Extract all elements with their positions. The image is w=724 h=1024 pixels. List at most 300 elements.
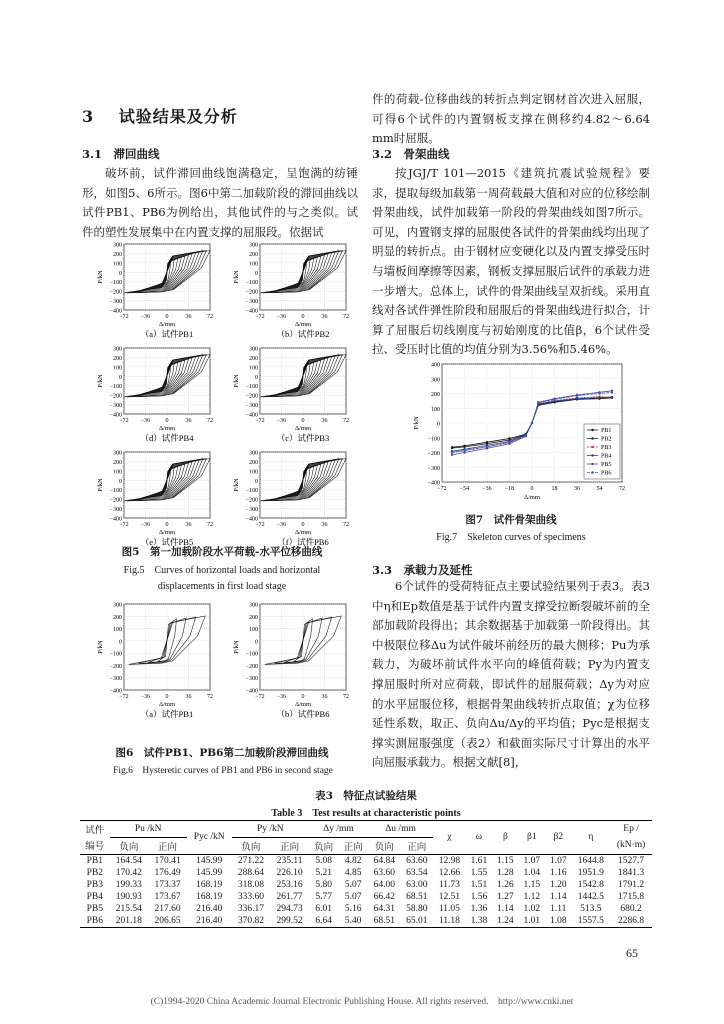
table-cell-eta: 1442.5 bbox=[577, 891, 604, 902]
paragraph-3-1: 破坏前，试件滞回曲线饱满稳定，呈饱满的纺锤形，如图5、6所示。图6中第二加载阶段的滞回曲线以试件PB1、PB6为例给出，其他试件的与之类似。试件的塑性发展集中在内置支撑的屈服段。依据试 bbox=[82, 166, 358, 239]
th-specimen: 试件 bbox=[85, 826, 105, 836]
x-tick-label: −54 bbox=[459, 486, 470, 492]
y-tick-label: −300 bbox=[245, 507, 258, 514]
y-tick-label: −200 bbox=[109, 289, 122, 296]
y-tick-label: 0 bbox=[119, 478, 122, 485]
x-tick-label: 36 bbox=[185, 314, 192, 320]
data-point bbox=[553, 398, 555, 400]
y-tick-label: 100 bbox=[249, 365, 258, 372]
table-cell-py_n: 333.60 bbox=[237, 891, 264, 902]
table-cell-py_p: 294.73 bbox=[276, 903, 303, 914]
y-tick-label: 100 bbox=[113, 469, 122, 476]
y-axis-label: P/kN bbox=[97, 478, 104, 492]
table-cell-py_n: 288.64 bbox=[237, 867, 264, 878]
th-beta: β bbox=[502, 832, 508, 843]
table-cell-beta1: 1.01 bbox=[523, 915, 541, 926]
th-pyc: Pyc /kN bbox=[193, 832, 225, 843]
table-cell-eta: 1644.8 bbox=[577, 855, 604, 866]
panel-label: （c）试件PB3 bbox=[276, 433, 330, 443]
x-tick-label: 0 bbox=[530, 486, 534, 492]
y-tick-label: 200 bbox=[113, 251, 122, 258]
x-tick-label: −36 bbox=[276, 522, 287, 528]
th-ep: Ep / bbox=[623, 824, 639, 834]
hysteresis-panel bbox=[233, 347, 349, 444]
x-tick-label: 0 bbox=[165, 522, 169, 528]
x-axis-label: Δ/mm bbox=[294, 425, 312, 432]
y-axis-label: P/kN bbox=[97, 640, 104, 654]
section-heading bbox=[82, 104, 238, 127]
y-tick-label: 100 bbox=[249, 627, 258, 634]
table-cell-pyc: 216.40 bbox=[196, 903, 223, 914]
x-tick-label: 0 bbox=[301, 522, 305, 528]
y-axis-label: P/kN bbox=[233, 374, 240, 388]
footer-copyright: (C)1994-2020 China Academic Journal Electronic Publishing House. All rights reserved. http://www.cnki.net bbox=[150, 997, 574, 1007]
th-beta1: β1 bbox=[527, 832, 537, 843]
hysteresis-panel bbox=[97, 451, 213, 548]
table-cell-ep: 2286.8 bbox=[618, 915, 645, 926]
table-cell-du_p: 63.00 bbox=[406, 879, 428, 890]
table-cell-omega: 1.55 bbox=[470, 867, 488, 878]
y-tick-label: −300 bbox=[245, 676, 258, 683]
y-axis-label: P/kN bbox=[97, 270, 104, 284]
figure-5-caption-cn: 图5 第一加载阶段水平荷载-水平位移曲线 bbox=[121, 546, 323, 558]
data-point bbox=[525, 435, 527, 437]
x-tick-label: −72 bbox=[119, 418, 129, 424]
table-cell-ep: 1791.2 bbox=[618, 879, 645, 890]
y-tick-label: 0 bbox=[437, 421, 440, 428]
y-tick-label: 300 bbox=[249, 602, 258, 609]
figure-7-chart bbox=[400, 360, 630, 510]
table-cell-dy_p: 5.16 bbox=[344, 903, 362, 914]
table-cell-beta2: 1.14 bbox=[549, 891, 567, 902]
y-tick-label: 300 bbox=[113, 602, 122, 609]
table-cell-chi: 11.18 bbox=[438, 915, 460, 926]
table-cell-dy_n: 5.77 bbox=[315, 891, 332, 902]
y-tick-label: 100 bbox=[113, 627, 122, 634]
x-axis-label: Δ/mm bbox=[294, 701, 312, 708]
y-tick-label: 300 bbox=[249, 450, 258, 457]
y-tick-label: −400 bbox=[245, 688, 258, 695]
data-point bbox=[463, 450, 465, 452]
table-cell-du_n: 63.60 bbox=[373, 867, 395, 878]
hysteresis-panel bbox=[97, 347, 213, 444]
th-neg: 负向 bbox=[314, 842, 334, 853]
table-cell-eta: 1951.9 bbox=[577, 867, 604, 878]
y-tick-label: −200 bbox=[245, 393, 258, 400]
table-cell-beta1: 1.12 bbox=[523, 891, 541, 902]
x-tick-label: −72 bbox=[255, 694, 265, 700]
legend-marker bbox=[591, 463, 593, 465]
figure-7-caption-en: Fig.7 Skeleton curves of specimens bbox=[436, 532, 586, 543]
subsection-title-3-1: 3.1 滞回曲线 bbox=[82, 147, 160, 161]
x-tick-label: −72 bbox=[255, 522, 265, 528]
y-tick-label: 200 bbox=[249, 459, 258, 466]
y-tick-label: −300 bbox=[109, 403, 122, 410]
x-tick-label: −18 bbox=[504, 486, 515, 492]
table-row bbox=[80, 879, 652, 891]
table-cell-dy_n: 5.21 bbox=[315, 867, 332, 878]
data-point bbox=[598, 396, 600, 398]
x-tick-label: 36 bbox=[185, 522, 192, 528]
th-py: Py /kN bbox=[232, 821, 309, 838]
table-cell-py_p: 299.52 bbox=[276, 915, 303, 926]
table-cell-eta: 1557.5 bbox=[577, 915, 604, 926]
legend-marker bbox=[591, 429, 593, 431]
y-tick-label: 200 bbox=[249, 614, 258, 621]
table-cell-pyc: 145.99 bbox=[196, 855, 223, 866]
y-tick-label: −400 bbox=[109, 412, 122, 419]
figure-5-plots bbox=[82, 242, 362, 552]
table-cell-pyc: 168.19 bbox=[196, 879, 223, 890]
y-tick-label: 200 bbox=[431, 392, 440, 398]
table-cell-omega: 1.51 bbox=[470, 879, 488, 890]
x-tick-label: 0 bbox=[165, 314, 169, 320]
figure-7 bbox=[400, 360, 630, 510]
table-3 bbox=[80, 820, 652, 928]
data-point bbox=[531, 422, 533, 424]
panel-label: （a）试件PB1 bbox=[140, 709, 194, 719]
section-title: 试验结果及分析 bbox=[118, 107, 238, 126]
x-tick-label: 72 bbox=[343, 418, 349, 424]
x-tick-label: −72 bbox=[255, 314, 265, 320]
table-cell-py_p: 253.16 bbox=[276, 879, 303, 890]
table-cell-du_n: 64.84 bbox=[373, 855, 395, 866]
figure-6-caption-en: Fig.6 Hysteretic curves of PB1 and PB6 in second stage bbox=[113, 766, 333, 776]
data-point bbox=[451, 454, 453, 456]
y-tick-label: 0 bbox=[255, 270, 258, 277]
figure-7-caption-cn: 图7 试件骨架曲线 bbox=[465, 514, 557, 526]
y-axis-label: P/kN bbox=[233, 270, 240, 284]
panel-label: （b）试件PB2 bbox=[276, 329, 330, 339]
table-cell-ep: 1715.8 bbox=[618, 891, 645, 902]
x-tick-label: 18 bbox=[551, 486, 558, 492]
table-cell-beta1: 1.15 bbox=[523, 879, 541, 890]
table-cell-py_p: 261.77 bbox=[276, 891, 303, 902]
figure-6-caption-cn: 图6 试件PB1、PB6第二加载阶段滞回曲线 bbox=[115, 747, 329, 759]
y-tick-label: 0 bbox=[119, 270, 122, 277]
subsection-title-3-2: 3.2 骨架曲线 bbox=[372, 147, 450, 161]
y-tick-label: −100 bbox=[109, 384, 122, 391]
table-cell-dy_n: 6.64 bbox=[315, 915, 332, 926]
x-tick-label: 72 bbox=[207, 694, 213, 700]
th-pos: 正向 bbox=[158, 842, 178, 853]
y-tick-label: 100 bbox=[249, 469, 258, 476]
y-tick-label: −300 bbox=[245, 403, 258, 410]
data-point bbox=[611, 396, 613, 398]
table-cell-beta2: 1.07 bbox=[549, 855, 567, 866]
table-cell-id: PB3 bbox=[86, 879, 103, 890]
x-tick-label: −36 bbox=[140, 522, 151, 528]
paragraph-continued: 件的荷载-位移曲线的转折点判定钢材首次进入屈服，可得6个试件的内置钢板支撑在侧移约4.82～6.64 mm时屈服。 bbox=[372, 92, 650, 146]
x-axis-label: Δ/mm bbox=[523, 494, 541, 501]
y-tick-label: −300 bbox=[427, 465, 440, 472]
table-cell-beta: 1.28 bbox=[497, 867, 514, 878]
th-specimen-2: 编号 bbox=[85, 842, 105, 853]
data-point bbox=[598, 392, 600, 394]
data-point bbox=[463, 446, 465, 448]
panel-label: （d）试件PB4 bbox=[140, 433, 194, 443]
x-tick-label: 36 bbox=[185, 694, 192, 700]
hysteresis-panel bbox=[233, 451, 349, 548]
legend-marker bbox=[591, 471, 593, 473]
y-axis-label: P/kN bbox=[233, 478, 240, 492]
x-axis-label: Δ/mm bbox=[158, 701, 176, 708]
table-cell-beta: 1.15 bbox=[497, 855, 514, 866]
y-tick-label: 0 bbox=[119, 374, 122, 381]
table-cell-beta1: 1.02 bbox=[523, 903, 541, 914]
y-axis-label: P/kN bbox=[413, 416, 420, 430]
y-tick-label: −400 bbox=[245, 412, 258, 419]
table-cell-ep: 1527.7 bbox=[618, 855, 645, 866]
y-tick-label: −400 bbox=[427, 480, 440, 487]
table-cell-id: PB2 bbox=[86, 867, 103, 878]
th-neg: 负向 bbox=[374, 842, 394, 853]
x-tick-label: −36 bbox=[482, 486, 492, 492]
section-number: 3 bbox=[82, 107, 95, 126]
x-tick-label: 72 bbox=[343, 694, 349, 700]
table-cell-omega: 1.38 bbox=[470, 915, 488, 926]
table-cell-chi: 12.51 bbox=[438, 891, 461, 902]
y-tick-label: −400 bbox=[245, 516, 258, 523]
legend-label: PB3 bbox=[601, 445, 612, 452]
y-tick-label: 100 bbox=[431, 406, 440, 413]
x-tick-label: −72 bbox=[119, 522, 129, 528]
legend-label: PB1 bbox=[601, 428, 612, 435]
y-tick-label: 0 bbox=[255, 478, 258, 485]
table-cell-beta1: 1.07 bbox=[523, 855, 541, 866]
data-point bbox=[451, 447, 453, 449]
y-tick-label: −200 bbox=[109, 663, 122, 670]
table-cell-pu_p: 176.49 bbox=[154, 867, 181, 878]
y-tick-label: −200 bbox=[109, 497, 122, 504]
x-tick-label: 72 bbox=[619, 486, 625, 492]
y-tick-label: 200 bbox=[249, 251, 258, 258]
y-tick-label: −100 bbox=[245, 488, 258, 495]
y-tick-label: −400 bbox=[109, 688, 122, 695]
table-cell-beta2: 1.11 bbox=[550, 903, 567, 914]
legend-label: PB5 bbox=[601, 462, 612, 469]
table-cell-du_n: 68.51 bbox=[373, 915, 395, 926]
table-cell-dy_n: 5.80 bbox=[315, 879, 332, 890]
table-cell-ep: 680.2 bbox=[620, 903, 642, 914]
table-cell-id: PB5 bbox=[86, 903, 103, 914]
x-tick-label: 72 bbox=[207, 418, 213, 424]
th-eta: η bbox=[588, 832, 594, 843]
table-cell-du_n: 64.00 bbox=[373, 879, 395, 890]
x-axis-label: Δ/mm bbox=[294, 321, 312, 328]
x-tick-label: 36 bbox=[321, 418, 328, 424]
x-tick-label: 72 bbox=[207, 314, 213, 320]
x-tick-label: −36 bbox=[140, 694, 151, 700]
table-cell-pyc: 168.19 bbox=[196, 891, 223, 902]
table-cell-py_n: 336.17 bbox=[237, 903, 264, 914]
th-chi: χ bbox=[447, 832, 452, 843]
y-tick-label: 0 bbox=[255, 374, 258, 381]
y-tick-label: 100 bbox=[249, 261, 258, 268]
figure-6-plots bbox=[82, 602, 362, 742]
data-point bbox=[486, 446, 488, 448]
table-row bbox=[80, 915, 652, 928]
y-tick-label: 100 bbox=[113, 365, 122, 372]
y-tick-label: 200 bbox=[249, 355, 258, 362]
x-tick-label: −72 bbox=[437, 486, 447, 492]
table-cell-chi: 11.05 bbox=[438, 903, 460, 914]
table-cell-pu_p: 170.41 bbox=[154, 855, 181, 866]
hysteresis-panel bbox=[233, 603, 349, 720]
y-tick-label: 300 bbox=[113, 346, 122, 353]
y-tick-label: 300 bbox=[431, 377, 440, 384]
legend-marker bbox=[591, 454, 593, 456]
x-tick-label: 0 bbox=[165, 418, 169, 424]
x-tick-label: 72 bbox=[207, 522, 213, 528]
x-tick-label: 36 bbox=[185, 418, 192, 424]
table-cell-dy_n: 5.08 bbox=[315, 855, 332, 866]
table-cell-beta: 1.27 bbox=[497, 891, 514, 902]
x-tick-label: −36 bbox=[276, 694, 287, 700]
subsection-title-3-3: 3.3 承载力及延性 bbox=[372, 563, 473, 577]
table-cell-py_p: 226.10 bbox=[276, 867, 303, 878]
th-neg: 负向 bbox=[119, 842, 139, 853]
figure-5-caption-en-2: displacements in first load stage bbox=[157, 581, 287, 592]
y-tick-label: −300 bbox=[245, 299, 258, 306]
th-dy: Δy /mm bbox=[309, 821, 368, 838]
table-3-grid bbox=[80, 820, 652, 928]
x-tick-label: −36 bbox=[140, 314, 151, 320]
data-point bbox=[576, 395, 578, 397]
y-tick-label: −400 bbox=[109, 516, 122, 523]
table-cell-eta: 1542.8 bbox=[577, 879, 604, 890]
y-tick-label: −200 bbox=[245, 663, 258, 670]
table-row bbox=[80, 854, 652, 867]
table-cell-pu_n: 199.33 bbox=[115, 879, 142, 890]
x-tick-label: 0 bbox=[165, 694, 169, 700]
table-cell-pyc: 216.40 bbox=[196, 915, 223, 926]
data-point bbox=[611, 391, 613, 393]
paragraph-3-3: 6个试件的受荷特征点主要试验结果列于表3。表3中η和Ep数值是基于试件内置支撑受拉断裂破坏前的全部加载阶段得出；其余数据基于加载第一阶段得出。其中极限位移Δu为试件破坏前经历的最大侧移；Pu为承载力，为破坏前试件水平向的峰值荷载；Py为内置支撑屈服时所对应荷载，即试件的屈服荷载；Δy为对应的水平屈服位移，根据骨架曲线转折点取值；χ为位移延性系数，取正、负向Δu/Δy的平均值；Pyc是根据支撑实测屈服强度（表2）和截面实际尺寸计算出的水平向屈服承载力。根据文献[8]， bbox=[372, 579, 650, 770]
data-point bbox=[576, 397, 578, 399]
table-cell-du_p: 63.60 bbox=[406, 855, 428, 866]
y-tick-label: 0 bbox=[119, 639, 122, 646]
table-cell-py_n: 370.82 bbox=[237, 915, 264, 926]
table-cell-beta: 1.26 bbox=[497, 879, 514, 890]
th-pos: 正向 bbox=[407, 842, 427, 853]
y-tick-label: −200 bbox=[245, 289, 258, 296]
table-cell-beta2: 1.08 bbox=[549, 915, 567, 926]
table-3-title-cn: 表3 特征点试验结果 bbox=[315, 790, 417, 802]
x-axis-label: Δ/mm bbox=[158, 321, 176, 328]
x-tick-label: −72 bbox=[119, 694, 129, 700]
table-cell-py_n: 271.22 bbox=[237, 855, 264, 866]
x-tick-label: 72 bbox=[343, 522, 349, 528]
table-cell-dy_p: 5.07 bbox=[344, 879, 362, 890]
table-cell-dy_p: 5.07 bbox=[344, 891, 362, 902]
table-cell-beta2: 1.16 bbox=[549, 867, 567, 878]
table-cell-pu_p: 217.60 bbox=[154, 903, 181, 914]
y-tick-label: −100 bbox=[109, 280, 122, 287]
x-tick-label: −72 bbox=[255, 418, 265, 424]
y-tick-label: 300 bbox=[249, 346, 258, 353]
x-axis-label: Δ/mm bbox=[294, 529, 312, 536]
table-cell-pu_p: 206.65 bbox=[154, 915, 181, 926]
y-tick-label: −200 bbox=[109, 393, 122, 400]
table-cell-chi: 12.66 bbox=[438, 867, 461, 878]
y-tick-label: −100 bbox=[245, 651, 258, 658]
table-cell-du_p: 68.51 bbox=[406, 891, 428, 902]
panel-label: （b）试件PB6 bbox=[276, 709, 330, 719]
y-tick-label: −100 bbox=[109, 651, 122, 658]
th-pos: 正向 bbox=[280, 842, 300, 853]
x-tick-label: −36 bbox=[276, 418, 287, 424]
y-tick-label: −100 bbox=[245, 384, 258, 391]
table-cell-du_n: 66.42 bbox=[373, 891, 395, 902]
x-tick-label: 0 bbox=[301, 418, 305, 424]
table-cell-pu_n: 201.18 bbox=[115, 915, 142, 926]
table-cell-py_n: 318.08 bbox=[237, 879, 264, 890]
y-tick-label: −400 bbox=[245, 308, 258, 315]
paragraph-3-2: 按JGJ/T 101—2015《建筑抗震试验规程》要求，提取每级加载第一周荷载最大值和对应的位移绘制骨架曲线，试件加载第一阶段的骨架曲线如图7所示。可见，内置钢支撑的屈服使各试件的骨架曲线均出现了明显的转折点。由于钢材应变硬化以及内置支撑受压时与墙板间摩擦等因素，钢板支撑屈服后试件的承载力进一步增大。总体上，试件的骨架曲线呈双折线。采用直线对各试件弹性阶段和屈服后的骨架曲线进行拟合，计算了屈服后切线刚度与初始刚度的比值β，6个试件受拉、受压时比值的均值分别为3.56%和5.46%。 bbox=[372, 166, 650, 357]
legend-label: PB2 bbox=[601, 436, 612, 443]
y-tick-label: 200 bbox=[113, 614, 122, 621]
table-3-body bbox=[80, 854, 652, 927]
legend-marker bbox=[591, 446, 593, 448]
table-cell-chi: 12.98 bbox=[438, 855, 461, 866]
y-tick-label: 300 bbox=[113, 242, 122, 249]
x-tick-label: −36 bbox=[276, 314, 287, 320]
table-cell-du_p: 63.54 bbox=[406, 867, 428, 878]
x-tick-label: 36 bbox=[321, 314, 328, 320]
table-cell-pu_p: 173.67 bbox=[154, 891, 181, 902]
th-ep-unit: (kN·m) bbox=[616, 840, 646, 851]
table-row bbox=[80, 867, 652, 879]
legend-label: PB4 bbox=[601, 453, 612, 460]
x-tick-label: 36 bbox=[321, 694, 328, 700]
x-tick-label: −72 bbox=[119, 314, 129, 320]
table-cell-pu_p: 173.37 bbox=[154, 879, 181, 890]
panel-label: （a）试件PB1 bbox=[140, 329, 194, 339]
table-cell-dy_p: 5.40 bbox=[344, 915, 362, 926]
table-row bbox=[80, 903, 652, 915]
y-tick-label: −200 bbox=[245, 497, 258, 504]
table-cell-du_n: 64.31 bbox=[373, 903, 395, 914]
x-tick-label: 36 bbox=[574, 486, 580, 492]
table-row bbox=[80, 891, 652, 903]
x-axis-label: Δ/mm bbox=[158, 529, 176, 536]
y-tick-label: −400 bbox=[109, 308, 122, 315]
x-tick-label: 36 bbox=[321, 522, 328, 528]
legend-label: PB6 bbox=[601, 470, 612, 477]
x-tick-label: −36 bbox=[140, 418, 151, 424]
y-axis-label: P/kN bbox=[97, 374, 104, 388]
y-tick-label: −200 bbox=[427, 451, 440, 457]
y-tick-label: −100 bbox=[427, 436, 440, 443]
table-cell-pyc: 145.99 bbox=[196, 867, 223, 878]
page-number: 65 bbox=[626, 946, 638, 960]
panel-label: （e）试件PB5 bbox=[140, 537, 194, 547]
table-cell-omega: 1.36 bbox=[470, 903, 488, 914]
th-neg: 负向 bbox=[241, 842, 261, 853]
table-cell-beta: 1.14 bbox=[497, 903, 514, 914]
table-cell-dy_n: 6.01 bbox=[315, 903, 332, 914]
data-point bbox=[451, 451, 453, 453]
hysteresis-panel bbox=[233, 243, 349, 340]
th-pos: 正向 bbox=[343, 842, 363, 853]
table-cell-id: PB6 bbox=[86, 915, 103, 926]
y-tick-label: −100 bbox=[109, 488, 122, 495]
table-cell-dy_p: 4.82 bbox=[344, 855, 362, 866]
table-cell-chi: 11.73 bbox=[438, 879, 460, 890]
data-point bbox=[537, 402, 539, 404]
table-cell-pu_n: 170.42 bbox=[115, 867, 142, 878]
